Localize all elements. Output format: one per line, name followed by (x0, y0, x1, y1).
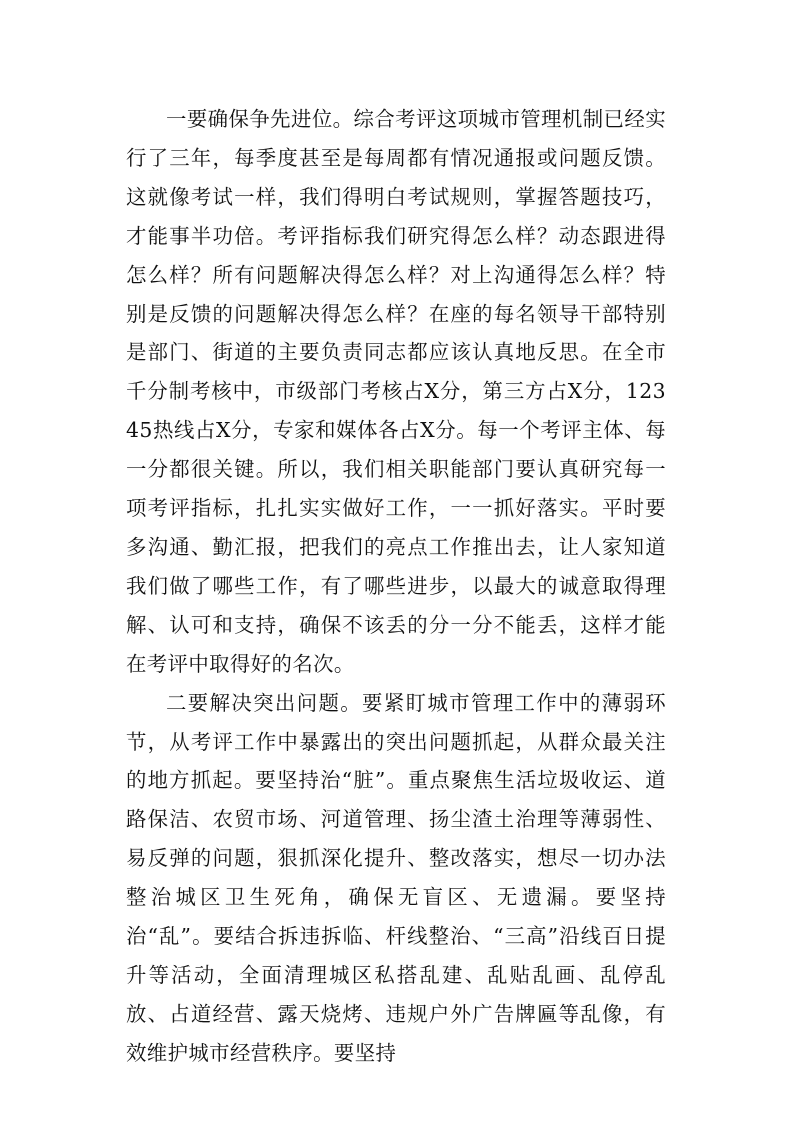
document-body (126, 100, 666, 1073)
paragraph-2: 二要解决突出问题。要紧盯城市管理工作中的薄弱环节，从考评工作中暴露出的突出问题抓起，从群众最关注的地方抓起。要坚持治“脏”。重点聚焦生活垃圾收运、道路保洁、农贸市场、河道管理、扬尘渣土治理等薄弱性、易反弹的问题，狠抓深化提升、整改落实，想尽一切办法整治城区卫生死角，确保无盲区、无遗漏。要坚持治“乱”。要结合拆违拆临、杆线整治、“三高”沿线百日提升等活动，全面清理城区私搭乱建、乱贴乱画、乱停乱放、占道经营、露天烧烤、违规户外广告牌匾等乱像，有效维护城市经营秩序。要坚持 (126, 690, 666, 1065)
paragraph-1: 一要确保争先进位。综合考评这项城市管理机制已经实行了三年，每季度甚至是每周都有情况通报或问题反馈。这就像考试一样，我们得明白考试规则，掌握答题技巧，才能事半功倍。考评指标我们研究得怎么样？动态跟进得怎么样？所有问题解决得怎么样？对上沟通得怎么样？特别是反馈的问题解决得怎么样？在座的每名领导干部特别是部门、街道的主要负责同志都应该认真地反思。在全市千分制考核中，市级部门考核占X分，第三方占X分，12345热线占X分，专家和媒体各占X分。每一个考评主体、每一分都很关键。所以，我们相关职能部门要认真研究每一项考评指标，扎扎实实做好工作，一一抓好落实。平时要多沟通、勤汇报，把我们的亮点工作推出去，让人家知道我们做了哪些工作，有了哪些进步，以最大的诚意取得理解、认可和支持，确保不该丢的分一分不能丢，这样才能在考评中取得好的名次。 (126, 107, 666, 676)
